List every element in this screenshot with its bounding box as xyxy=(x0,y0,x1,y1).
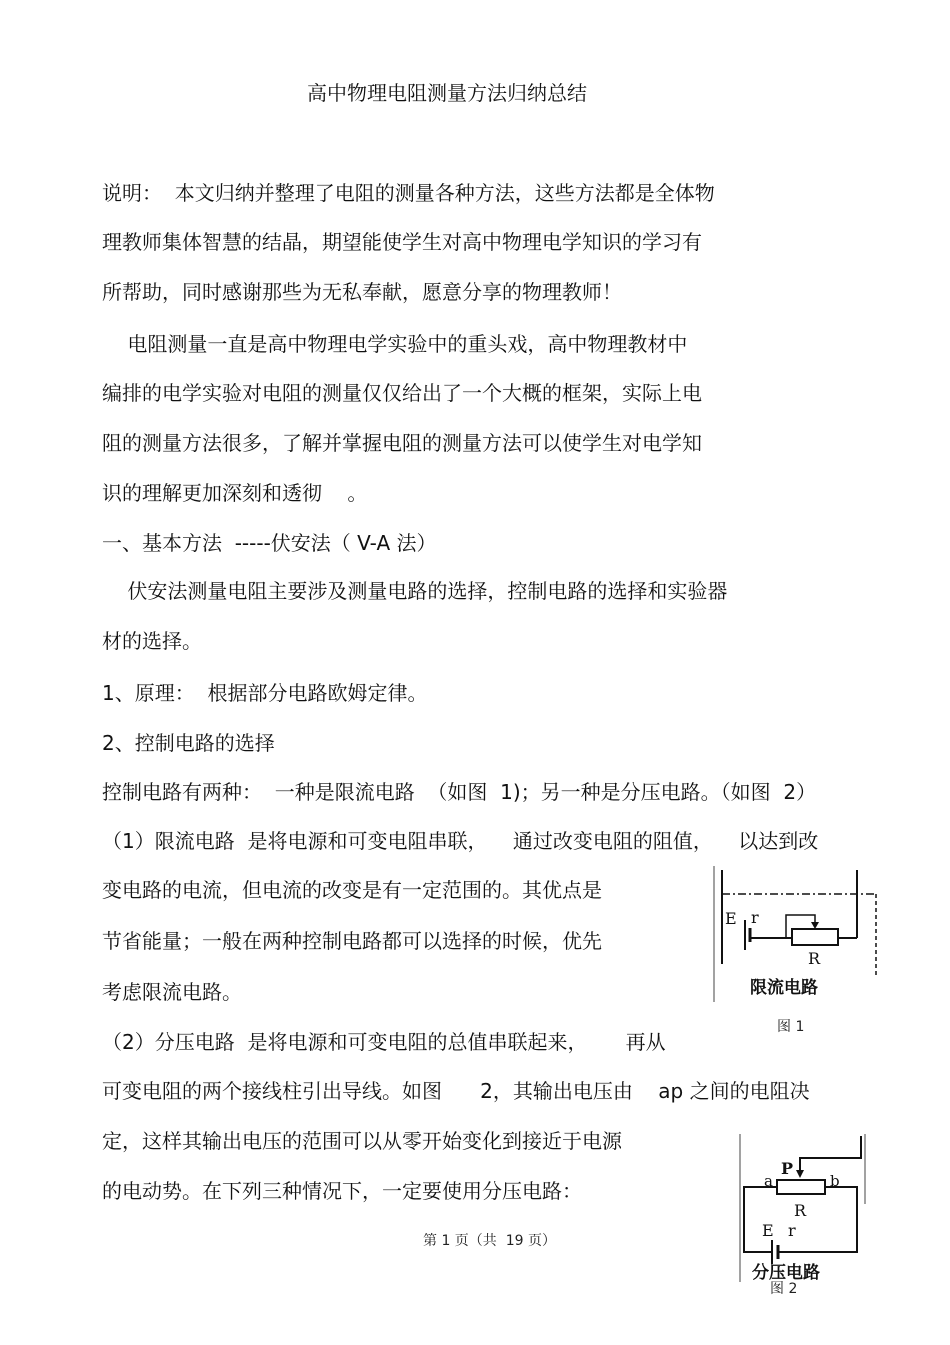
paragraph-line: 的电动势。在下列三种情况下，一定要使用分压电路： xyxy=(102,1179,582,1203)
label-P: P xyxy=(781,1159,794,1178)
paragraph-line: 节省能量；一般在两种控制电路都可以选择的时候，优先 xyxy=(102,929,602,953)
paragraph-line: 识的理解更加深刻和透彻 。 xyxy=(102,481,368,505)
paragraph-line: 考虑限流电路。 xyxy=(102,980,242,1004)
label-r: r xyxy=(751,908,759,927)
figure-1-label: 限流电路 xyxy=(750,978,818,998)
paragraph-line: 电阻测量一直是高中物理电学实验中的重头戏，高中物理教材中 xyxy=(102,332,688,356)
paragraph-line: 定，这样其输出电压的范围可以从零开始变化到接近于电源 xyxy=(102,1129,622,1153)
paragraph-line: （1）限流电路 是将电源和可变电阻串联， 通过改变电阻的阻值， 以达到改 xyxy=(102,829,819,853)
figure-1-circuit xyxy=(712,866,878,1002)
label-R: R xyxy=(794,1201,807,1220)
paragraph-line: 编排的电学实验对电阻的测量仅仅给出了一个大概的框架，实际上电 xyxy=(102,381,702,405)
paragraph-line: 所帮助，同时感谢那些为无私奉献，愿意分享的物理教师！ xyxy=(102,280,622,304)
figure-2-label: 分压电路 xyxy=(752,1263,820,1282)
label-E: E xyxy=(725,909,737,928)
label-a: a xyxy=(764,1172,773,1190)
figure-1-diagram xyxy=(712,866,878,1002)
label-r: r xyxy=(788,1221,796,1240)
paragraph-line: 1、原理： 根据部分电路欧姆定律。 xyxy=(102,681,428,705)
paragraph-line: （2）分压电路 是将电源和可变电阻的总值串联起来， 再从 xyxy=(102,1030,666,1054)
paragraph-line: 控制电路有两种： 一种是限流电路 （如图 1)；另一种是分压电路。（如图 2） xyxy=(102,780,817,804)
section-heading: 一、基本方法 -----伏安法（ V-A 法） xyxy=(102,531,437,555)
paragraph-line: 阻的测量方法很多，了解并掌握电阻的测量方法可以使学生对电学知 xyxy=(102,431,702,455)
paragraph-line: 理教师集体智慧的结晶，期望能使学生对高中物理电学知识的学习有 xyxy=(102,230,702,254)
figure-2-diagram xyxy=(736,1134,868,1282)
page-footer: 第 1 页（共 19 页） xyxy=(423,1233,556,1249)
figure-2-circuit xyxy=(736,1134,868,1282)
label-R: R xyxy=(808,949,821,968)
page-title: 高中物理电阻测量方法归纳总结 xyxy=(307,81,587,105)
paragraph-line: 变电路的电流，但电流的改变是有一定范围的。其优点是 xyxy=(102,878,602,902)
paragraph-line: 2、控制电路的选择 xyxy=(102,731,275,755)
figure-1-caption: 图 1 xyxy=(777,1019,805,1035)
paragraph-line: 伏安法测量电阻主要涉及测量电路的选择，控制电路的选择和实验器 xyxy=(102,579,728,603)
label-b: b xyxy=(830,1172,840,1190)
paragraph-line: 材的选择。 xyxy=(102,629,202,653)
figure-2-caption: 图 2 xyxy=(770,1281,798,1297)
paragraph-line: 说明： 本文归纳并整理了电阻的测量各种方法，这些方法都是全体物 xyxy=(102,181,715,205)
label-E: E xyxy=(762,1221,774,1240)
paragraph-line: 可变电阻的两个接线柱引出导线。如图 2，其输出电压由 ap 之间的电阻决 xyxy=(102,1079,810,1103)
